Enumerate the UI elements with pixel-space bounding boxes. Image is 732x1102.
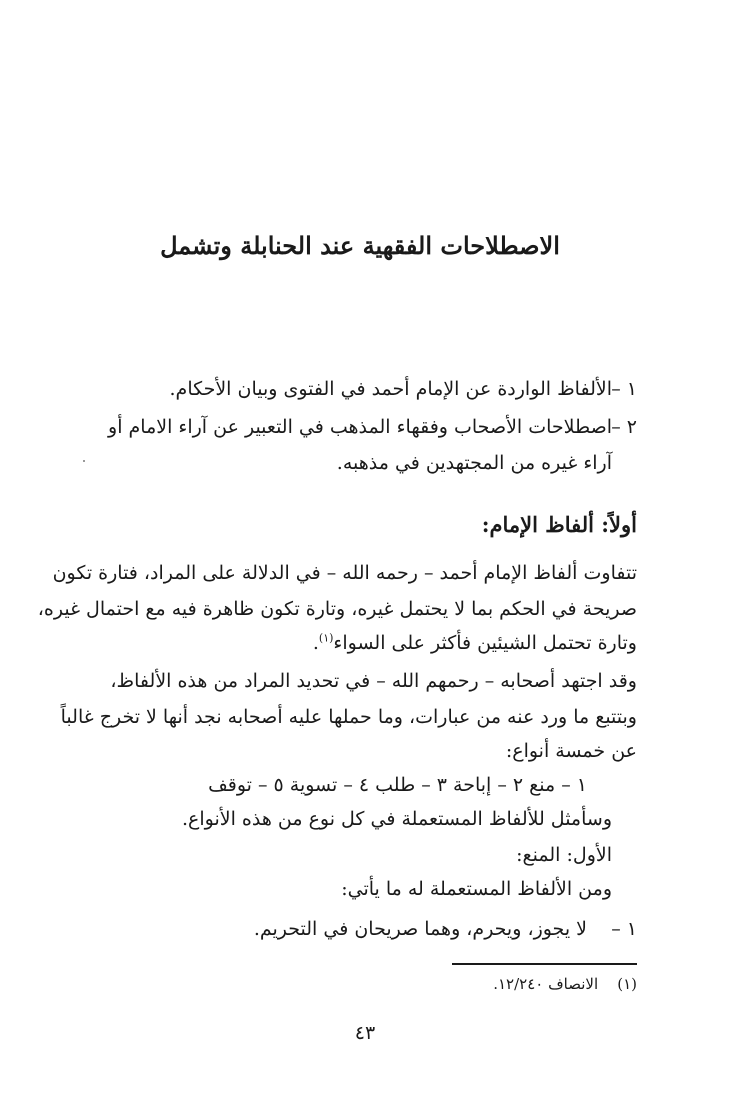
footnote-text: الانصاف ١٢/٢٤٠. [493,975,599,993]
page-number: ٤٣ [354,1022,376,1044]
paragraph-line: وبتتبع ما ورد عنه من عبارات، وما حملها عليه أصحابه نجد أنها لا تخرج غالباً [60,706,637,728]
paragraph-line: عن خمسة أنواع: [505,740,637,762]
paragraph-line-text: وتارة تحتمل الشيئين فأكثر على السواء [333,632,637,654]
paragraph-line: وقد اجتهد أصحابه – رحمهم الله – في تحديد المراد من هذه الألفاظ، [110,670,637,692]
footnote-number: (١) [617,975,637,993]
list-item-text: الألفاظ الواردة عن الإمام أحمد في الفتوى وبيان الأحكام. [169,378,612,400]
list-item-text: اصطلاحات الأصحاب وفقهاء المذهب في التعبير عن آراء الامام أو [108,416,612,438]
list-item-number: ٢ – [611,416,637,438]
list-item-number: ١ – [611,918,637,940]
paragraph-line-end: . [312,632,319,654]
list-item-text: لا يجوز، ويحرم، وهما صريحان في التحريم. [253,918,587,940]
subheading-first-type: الأول: المنع: [516,844,612,866]
types-list: ١ – منع ٢ – إباحة ٣ – طلب ٤ – تسوية ٥ – توقف [208,774,587,796]
first-type-intro: ومن الألفاظ المستعملة له ما يأتي: [341,878,612,900]
section-heading: أولاً: ألفاظ الإمام: [481,512,637,537]
list-item-text: آراء غيره من المجتهدين في مذهبه. [336,452,612,474]
footnote-reference: (١) [318,631,334,645]
paragraph-line: تتفاوت ألفاظ الإمام أحمد – رحمه الله – في الدلالة على المراد، فتارة تكون [52,562,637,584]
paragraph-line: صريحة في الحكم بما لا يحتمل غيره، وتارة تكون ظاهرة فيه مع احتمال غيره، [37,598,637,620]
speck-mark [83,460,85,462]
list-item-number: ١ – [611,378,637,400]
page-title: الاصطلاحات الفقهية عند الحنابلة وتشمل [160,231,560,260]
types-note: وسأمثل للألفاظ المستعملة في كل نوع من هذه الأنواع. [181,808,612,830]
footnote [493,970,637,998]
footnote-rule [452,963,637,965]
paragraph-line [80,626,637,660]
